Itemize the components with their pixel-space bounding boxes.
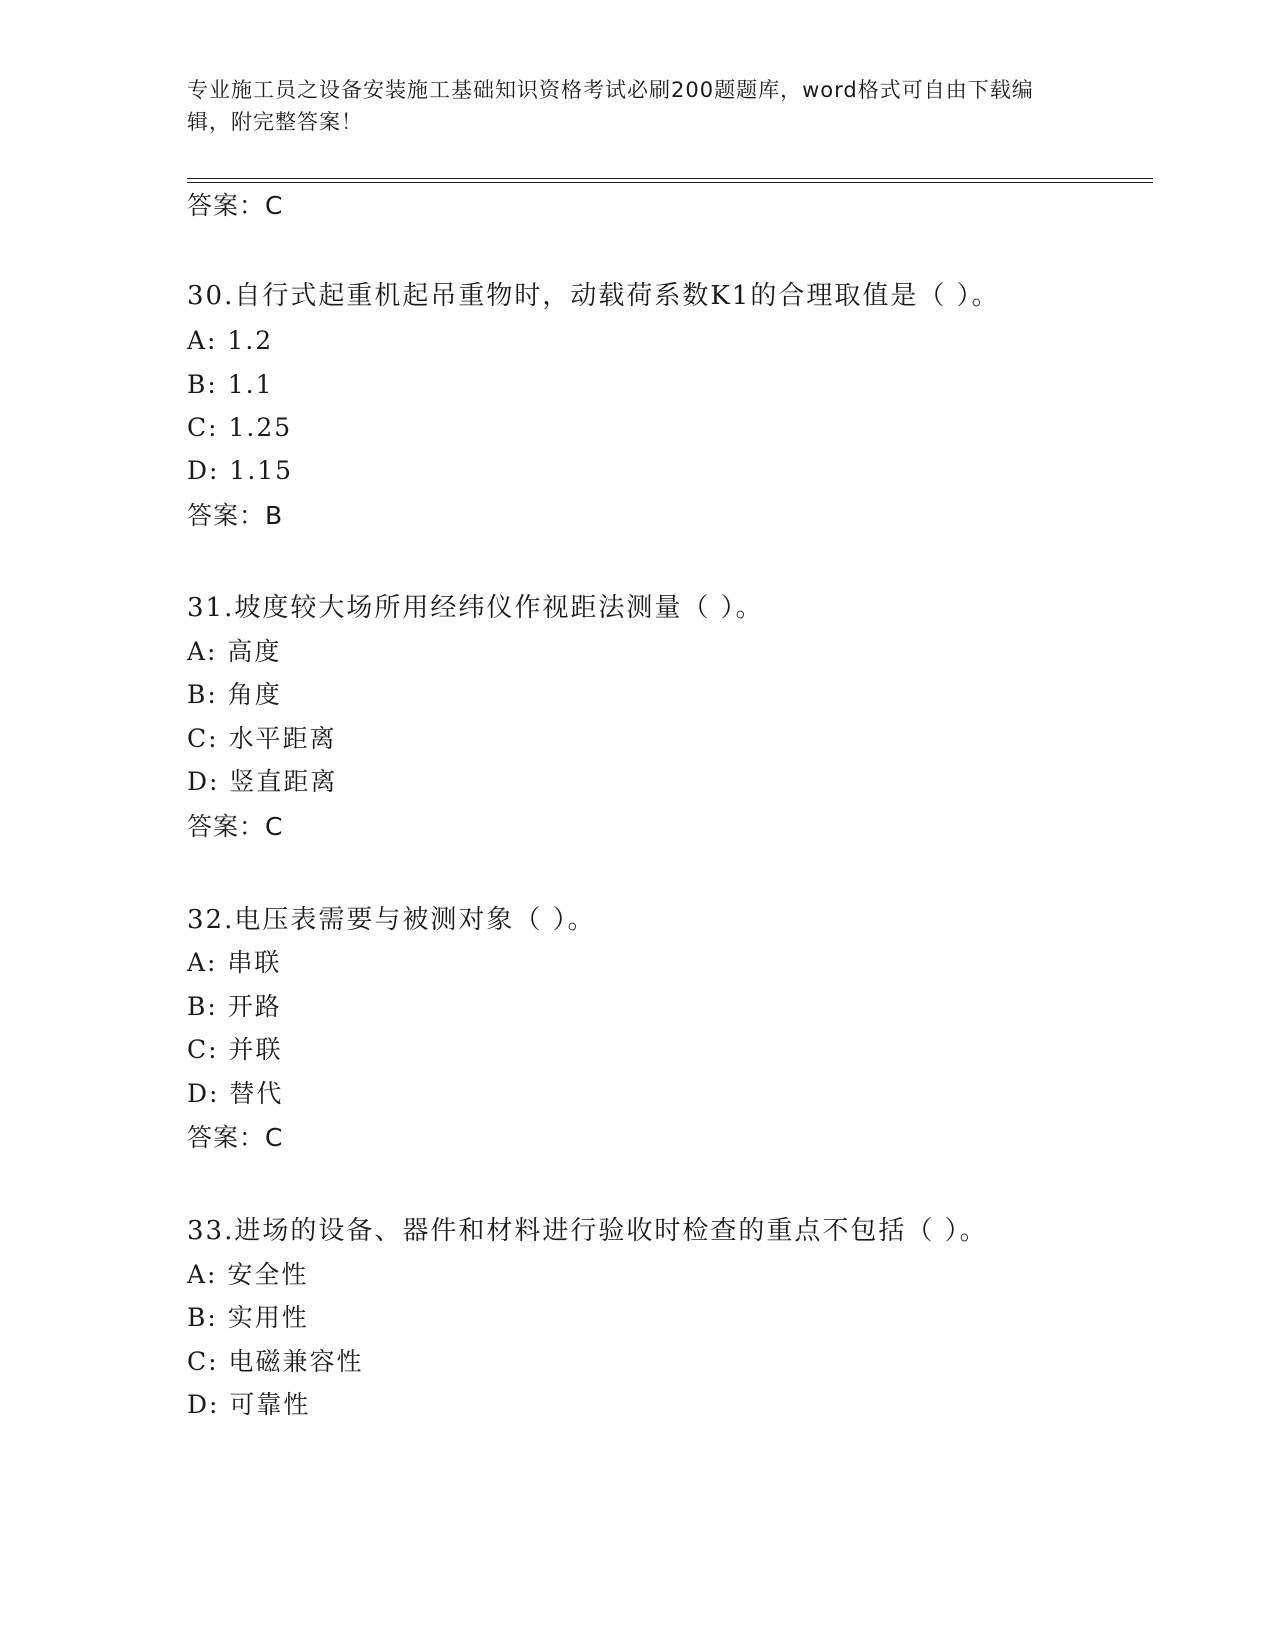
header-rule-bottom — [187, 182, 1153, 183]
document-header: 专业施工员之设备安装施工基础知识资格考试必刷200题题库，word格式可自由下载编辑，附完整答案！ — [187, 78, 1034, 134]
answer-q31: 答案：C — [187, 812, 284, 841]
question-31-option-b: B: 角度 — [187, 680, 282, 709]
answer-q32: 答案：C — [187, 1123, 284, 1152]
question-32-stem: 32.电压表需要与被测对象（ ）。 — [187, 905, 596, 935]
question-30-option-d: D: 1.15 — [187, 456, 294, 485]
question-31-option-a: A: 高度 — [187, 637, 282, 666]
question-31-option-c: C: 水平距离 — [187, 724, 337, 753]
header-rule-top — [187, 178, 1153, 179]
question-33-option-a: A: 安全性 — [187, 1260, 309, 1289]
question-33-stem: 33.进场的设备、器件和材料进行验收时检查的重点不包括（ ）。 — [187, 1216, 988, 1246]
question-33-option-b: B: 实用性 — [187, 1303, 309, 1332]
question-33-option-d: D: 可靠性 — [187, 1390, 311, 1419]
answer-q29: 答案：C — [187, 191, 284, 220]
question-32-option-a: A: 串联 — [187, 948, 282, 977]
question-33-option-c: C: 电磁兼容性 — [187, 1347, 364, 1376]
question-30-option-b: B: 1.1 — [187, 370, 274, 399]
question-30-option-a: A: 1.2 — [187, 326, 274, 355]
question-30-option-c: C: 1.25 — [187, 413, 293, 442]
question-32-option-d: D: 替代 — [187, 1079, 284, 1108]
question-32-option-b: B: 开路 — [187, 992, 282, 1021]
question-31-stem: 31.坡度较大场所用经纬仪作视距法测量（ ）。 — [187, 593, 764, 623]
answer-q30: 答案：B — [187, 501, 284, 530]
question-30-stem: 30.自行式起重机起吊重物时，动载荷系数K1的合理取值是（ ）。 — [187, 281, 1000, 311]
question-32-option-c: C: 并联 — [187, 1035, 283, 1064]
question-31-option-d: D: 竖直距离 — [187, 767, 338, 796]
